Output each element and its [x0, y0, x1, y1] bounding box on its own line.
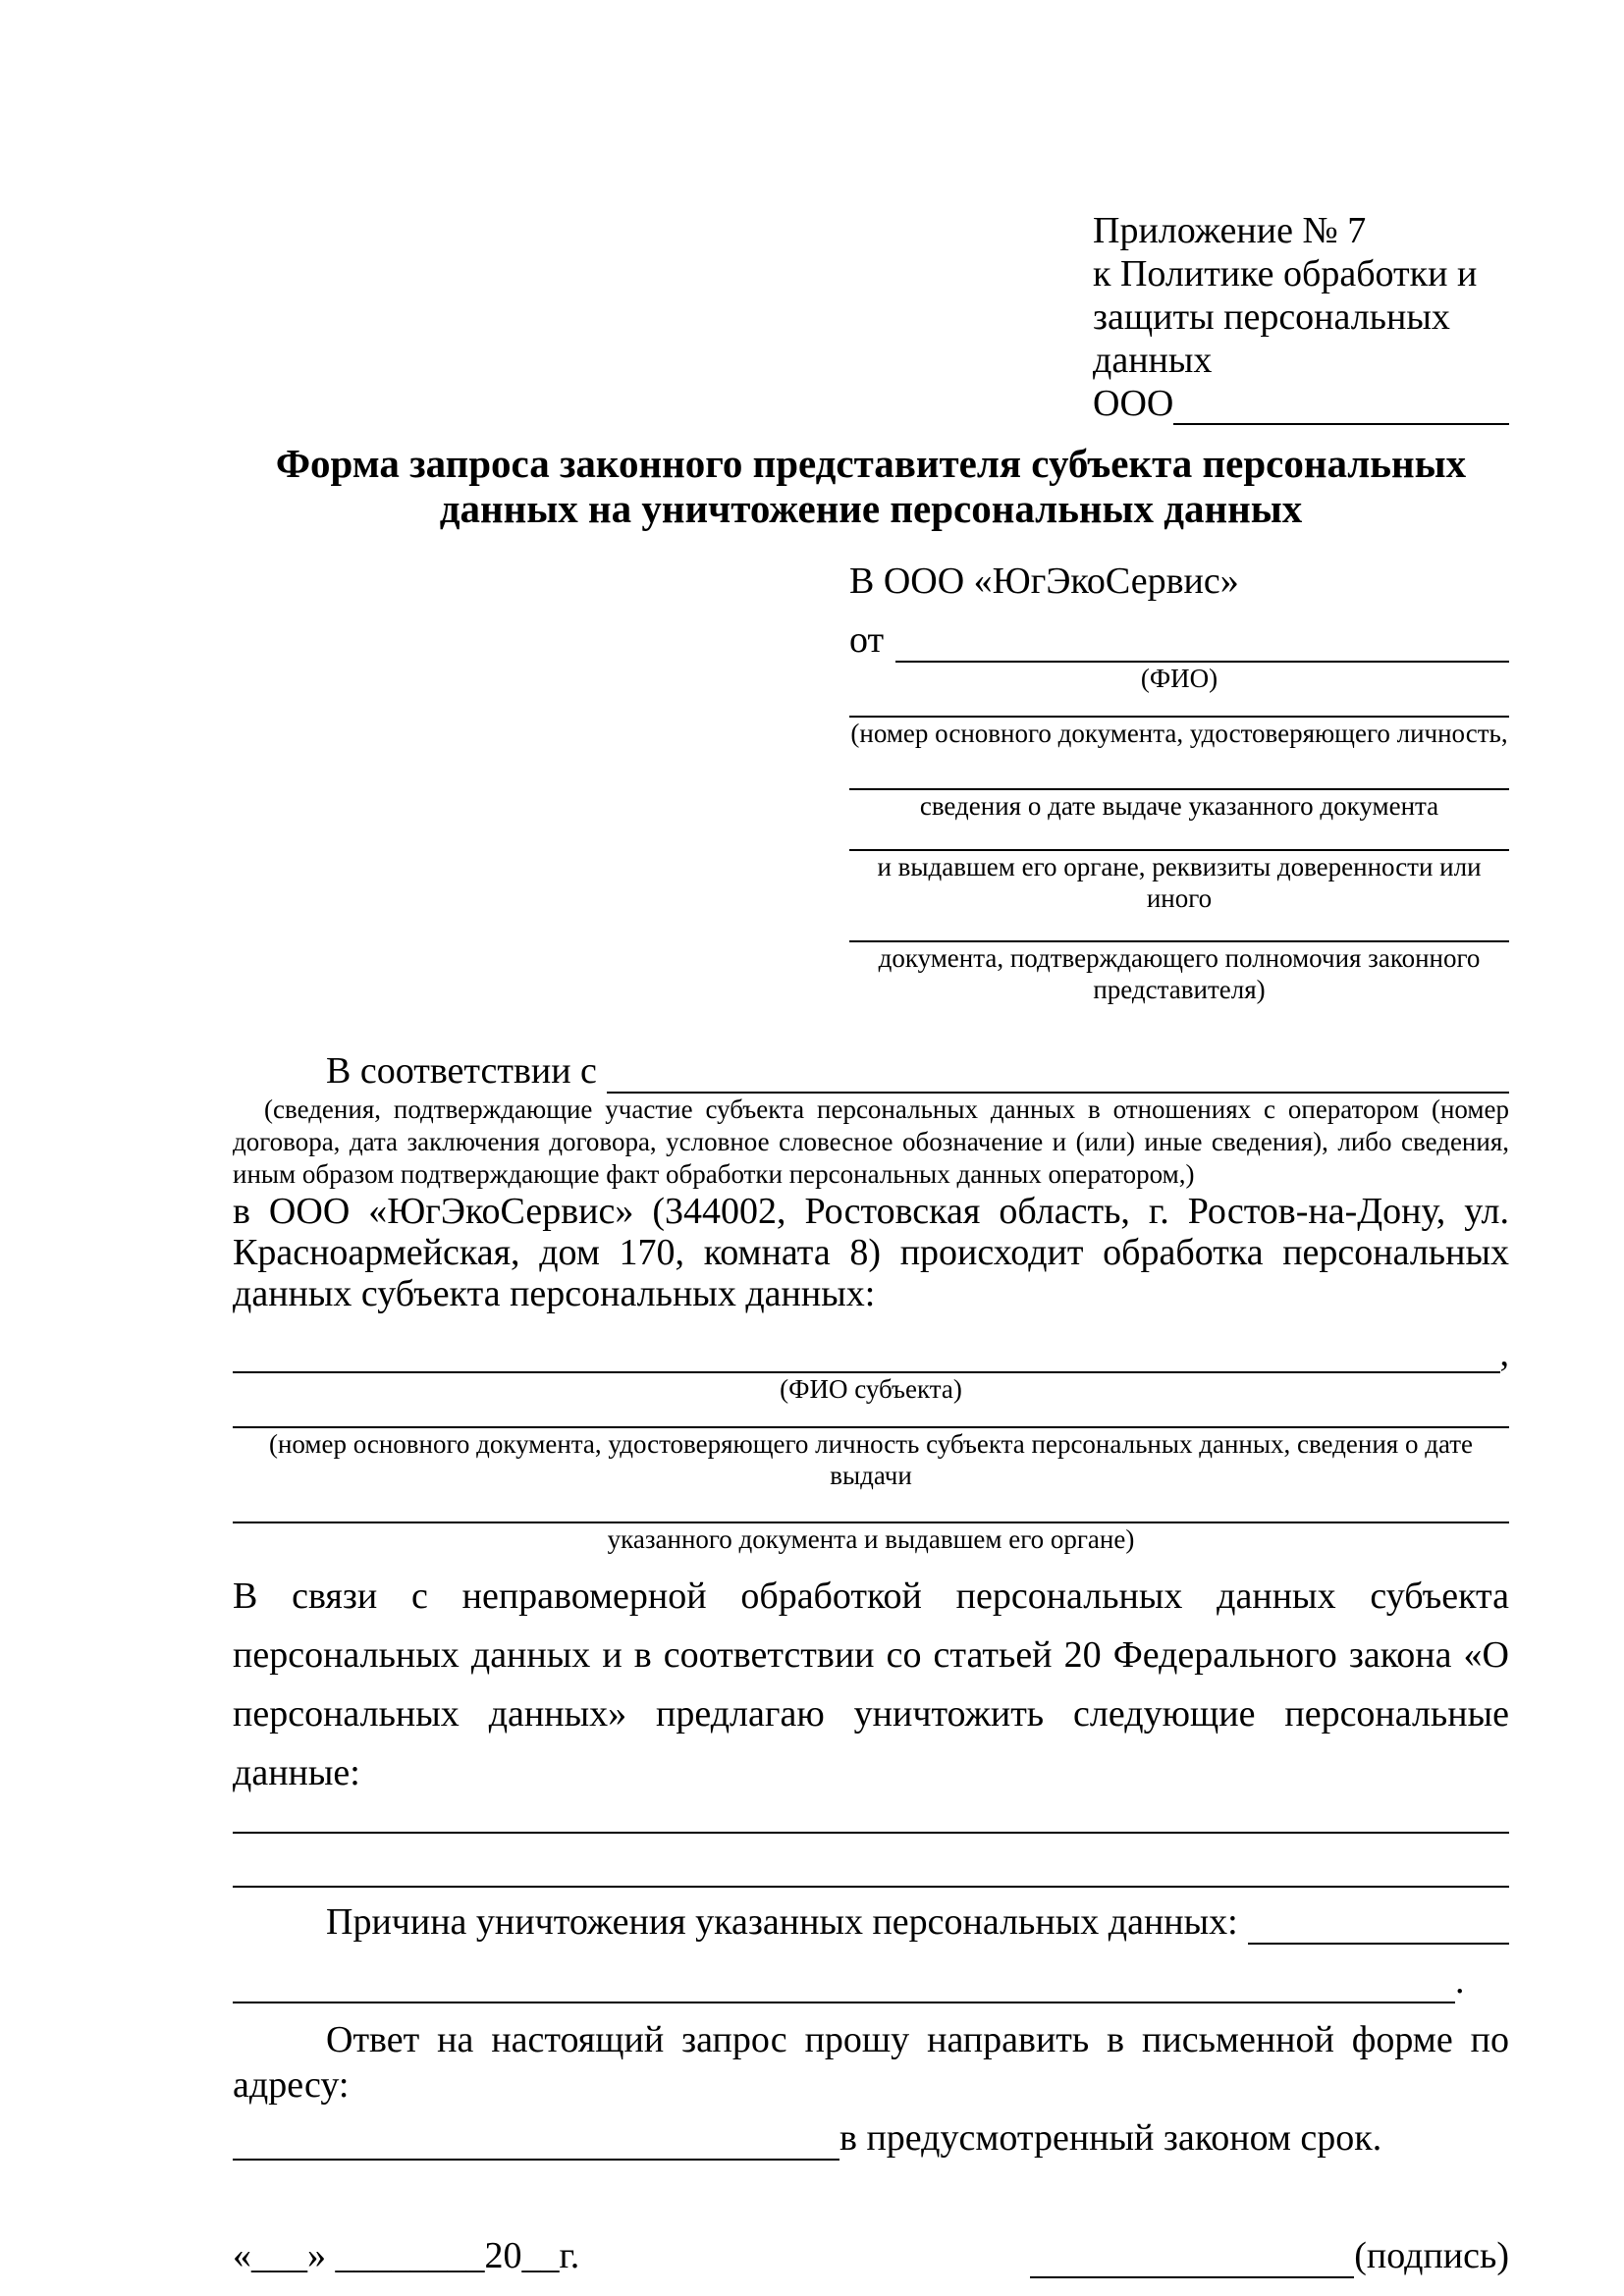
representative-doc-blank-1: [849, 694, 1509, 718]
addressee-to: В ООО «ЮгЭкоСервис»: [849, 561, 1239, 602]
addressee-block: [849, 559, 1509, 1005]
signature-blank: [1030, 2233, 1354, 2278]
subject-doc-blank-2: [233, 1491, 1509, 1523]
according-note: (сведения, подтверждающие участие субъекта персональных данных в отношениях с оператором (номер договора, дата заключения договора, условное словесное обозначение и (или) иные сведения), либо сведения, иным образом подтверждающие факт обработки персональных данных оператором,): [233, 1095, 1509, 1189]
subject-doc-blank-1: [233, 1405, 1509, 1428]
request-paragraph: В связи с неправомерной обработкой персональных данных субъекта персональных данных и в соответствии со статьей 20 Федерального закона «О персональных данных» предлагаю уничтожить следующие персональные данные:: [233, 1575, 1509, 1793]
date-line: «___» ________20__г.: [233, 2235, 580, 2276]
document-content: [0, 209, 1624, 2278]
reason-continuation-row: [233, 1958, 1509, 2003]
subject-fio-caption: (ФИО субъекта): [780, 1374, 962, 1404]
from-label: от: [849, 619, 885, 661]
appendix-line: к Политике обработки и: [1093, 253, 1478, 294]
page-title: [233, 441, 1509, 531]
signature-group: [1030, 2233, 1509, 2278]
fio-caption: (ФИО): [1140, 664, 1218, 693]
representative-doc-blank-4: [849, 914, 1509, 942]
reply-address-row: [233, 2115, 1509, 2161]
appendix-line: защиты персональных данных: [1093, 296, 1450, 381]
reason-period: .: [1455, 1960, 1465, 2002]
page-title-line: данных на уничтожение персональных данных: [439, 486, 1303, 531]
page-title-line: Форма запроса законного представителя субъекта персональных: [275, 441, 1467, 486]
company-name-row: [1093, 382, 1509, 425]
company-name-blank: [1173, 382, 1509, 425]
footer-row: [233, 2233, 1509, 2278]
data-to-destroy-blank-2: [233, 1834, 1509, 1888]
representative-doc-blank-2: [849, 749, 1509, 790]
data-to-destroy-blank-1: [233, 1802, 1509, 1834]
representative-fio-blank: [895, 617, 1509, 663]
reason-continuation-blank: [233, 1958, 1455, 2003]
representative-doc-blank-3: [849, 822, 1509, 851]
according-row: [233, 1048, 1509, 1094]
subject-fio-blank: [233, 1334, 1500, 1373]
appendix-block: [1093, 209, 1509, 425]
operator-paragraph: в ООО «ЮгЭкоСервис» (344002, Ростовская область, г. Ростов-на-Дону, ул. Красноармейская, дом 170, комната 8) происходит обработка персональных данных субъекта персональных данных:: [233, 1191, 1509, 1314]
reply-address-blank: [233, 2115, 839, 2161]
subject-doc-caption-2: указанного документа и выдавшем его органе): [607, 1524, 1135, 1554]
according-label: В соответствии с: [326, 1050, 597, 1092]
doc-caption-4: документа, подтверждающего полномочия законного представителя): [878, 943, 1481, 1004]
subject-fio-comma: ,: [1499, 1333, 1509, 1374]
company-prefix: ООО: [1093, 383, 1174, 424]
doc-caption-1: (номер основного документа, удостоверяющего личность,: [850, 719, 1508, 748]
doc-caption-2: сведения о дате выдаче указанного документа: [919, 791, 1439, 821]
subject-fio-row: [233, 1334, 1509, 1373]
subject-doc-caption-1: (номер основного документа, удостоверяющего личность субъекта персональных данных, сведения о дате выдачи: [268, 1429, 1474, 1490]
doc-caption-3: и выдавшем его органе, реквизиты доверенности или иного: [877, 852, 1482, 913]
reason-label: Причина уничтожения указанных персональных данных:: [326, 1901, 1238, 1943]
reply-tail: в предусмотренный законом срок.: [839, 2117, 1382, 2159]
appendix-line: Приложение № 7: [1093, 210, 1367, 251]
according-blank: [607, 1048, 1509, 1094]
reason-row: [233, 1899, 1509, 1945]
reason-blank: [1248, 1899, 1509, 1945]
addressee-from-row: [849, 617, 1509, 663]
signature-caption: (подпись): [1354, 2235, 1509, 2276]
reply-line: Ответ на настоящий запрос прошу направить в письменной форме по адресу:: [233, 2019, 1509, 2106]
